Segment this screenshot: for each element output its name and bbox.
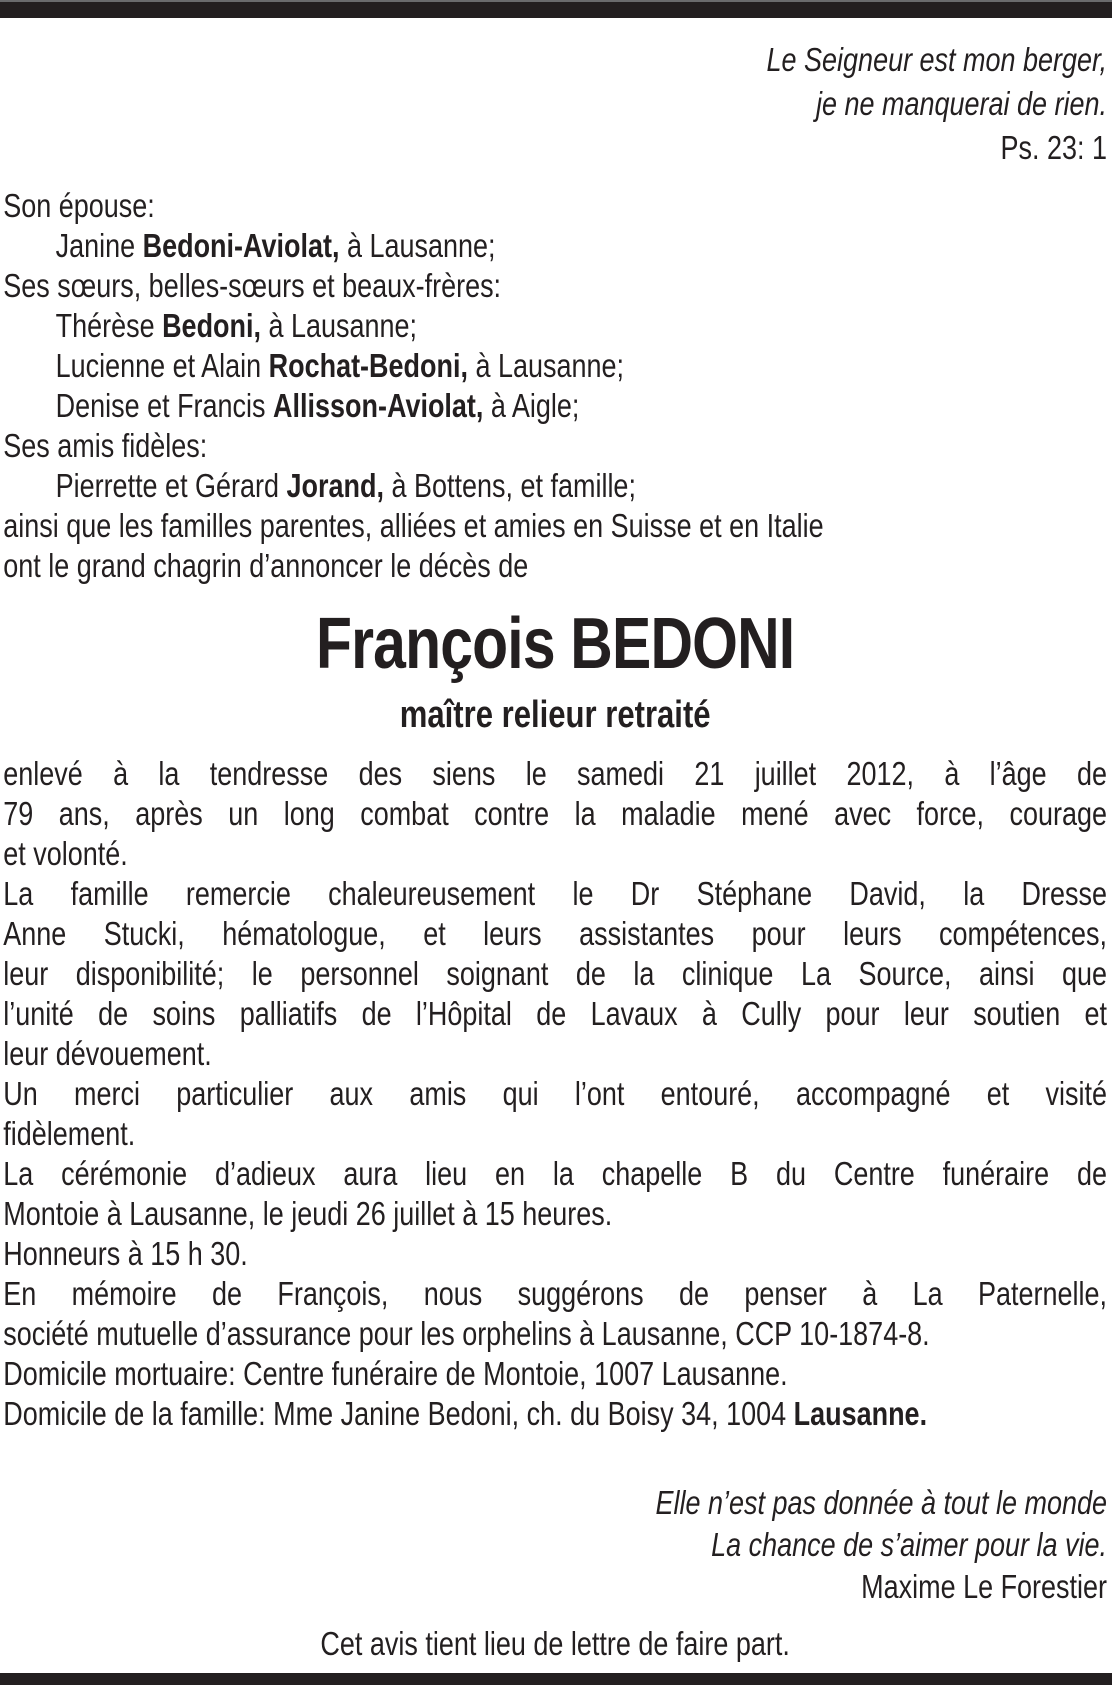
family-line [3,506,1107,546]
text-segment: à Lausanne; [467,347,625,384]
text-segment: enlevé à la tendresse des siens le samedi 21 juillet 2012, à l’âge de [3,755,1108,792]
text-segment: à Bottens, et famille; [383,467,636,504]
paragraph-line [3,1354,1107,1394]
paragraph-line [3,994,1107,1034]
text-segment: Son épouse: [3,187,155,224]
text-segment: ainsi que les familles parentes, alliées et amies en Suisse et en Italie [3,507,824,544]
text-segment: l’unité de soins palliatifs de l’Hôpital de Lavaux à Cully pour leur soutien et [3,995,1108,1032]
family-line [3,266,1107,306]
paragraph-line [3,1194,1107,1234]
text-segment: à Aigle; [483,387,580,424]
text-segment: fidèlement. [3,1115,136,1152]
family-line [3,466,1107,506]
paragraph-line [3,1394,1107,1434]
paragraph-line [3,1114,1107,1154]
text-segment: Denise et Francis [55,387,274,424]
quote-line: La chance de s’aimer pour la vie. [711,1526,1108,1563]
paragraph-line [3,954,1107,994]
family-line [3,346,1107,386]
text-segment: Janine [55,227,143,264]
surname-bold: Rochat-Bedoni, [268,347,468,384]
text-segment: Domicile mortuaire: Centre funéraire de Montoie, 1007 Lausanne. [3,1355,788,1392]
psalm-line: je ne manquerai de rien. [816,85,1108,122]
text-segment: Domicile de la famille: Mme Janine Bedoni, ch. du Boisy 34, 1004 [3,1395,794,1432]
text-segment: Montoie à Lausanne, le jeudi 26 juillet à 15 heures. [3,1195,613,1232]
text-segment: Thérèse [55,307,163,344]
deceased-name: François BEDONI [315,604,795,684]
text-segment: 79 ans, après un long combat contre la maladie mené avec force, courage [3,795,1108,832]
text-segment: leur dévouement. [3,1035,212,1072]
text-segment: à Lausanne; [261,307,418,344]
text-segment: ont le grand chagrin d’annoncer le décès de [3,547,529,584]
text-segment: Un merci particulier aux amis qui l’ont entouré, accompagné et visité [3,1075,1108,1112]
notice-paragraph [3,1234,1107,1274]
text-segment: En mémoire de François, nous suggérons de penser à La Paternelle, [3,1275,1108,1312]
deceased-occupation: maître relieur retraité [399,694,711,736]
notice-paragraph [3,1394,1107,1434]
paragraph-line [3,834,1107,874]
family-line [3,546,1107,586]
bottom-rule [0,1673,1112,1685]
notice-paragraph [3,1154,1107,1234]
paragraph-line [3,874,1107,914]
surname-bold: Jorand, [286,467,384,504]
notice-content [0,38,1112,1664]
family-line [3,226,1107,266]
text-segment: et volonté. [3,835,128,872]
text-segment: à Lausanne; [339,227,496,264]
psalm-line: Le Seigneur est mon berger, [766,41,1108,78]
notice-body [3,754,1107,1434]
text-segment: société mutuelle d’assurance pour les orphelins à Lausanne, CCP 10-1874-8. [3,1315,930,1352]
paragraph-line [3,1074,1107,1114]
paragraph-line [3,1314,1107,1354]
top-rule [0,0,1112,18]
surname-bold: Bedoni-Aviolat, [142,227,340,264]
quote-attribution: Maxime Le Forestier [861,1568,1108,1605]
text-segment: La famille remercie chaleureusement le Dr Stéphane David, la Dresse [3,875,1108,912]
family-line [3,306,1107,346]
family-line [3,186,1107,226]
surname-bold: Allisson-Aviolat, [273,387,484,424]
psalm-quote [3,38,1107,170]
quote-line: Elle n’est pas donnée à tout le monde [655,1484,1108,1521]
surname-bold: Lausanne. [793,1395,928,1432]
paragraph-line [3,914,1107,954]
text-segment: Ses sœurs, belles-sœurs et beaux-frères: [3,267,502,304]
closing-quote [3,1482,1107,1608]
paragraph-line [3,1034,1107,1074]
text-segment: Ses amis fidèles: [3,427,208,464]
text-segment: La cérémonie d’adieux aura lieu en la chapelle B du Centre funéraire de [3,1155,1108,1192]
surname-bold: Bedoni, [162,307,262,344]
paragraph-line [3,754,1107,794]
psalm-reference: Ps. 23: 1 [1000,129,1108,166]
text-segment: leur disponibilité; le personnel soignant de la clinique La Source, ainsi que [3,955,1108,992]
paragraph-line [3,1154,1107,1194]
notice-paragraph [3,1354,1107,1394]
family-list [3,186,1107,586]
notice-paragraph [3,1274,1107,1354]
notice-paragraph [3,1074,1107,1154]
text-segment: Lucienne et Alain [55,347,269,384]
notice-paragraph [3,754,1107,874]
footer-note: Cet avis tient lieu de lettre de faire part. [320,1625,790,1662]
paragraph-line [3,1274,1107,1314]
paragraph-line [3,1234,1107,1274]
notice-paragraph [3,874,1107,1074]
text-segment: Anne Stucki, hématologue, et leurs assistantes pour leurs compétences, [3,915,1108,952]
paragraph-line [3,794,1107,834]
text-segment: Pierrette et Gérard [55,467,287,504]
family-line [3,386,1107,426]
family-line [3,426,1107,466]
text-segment: Honneurs à 15 h 30. [3,1235,248,1272]
